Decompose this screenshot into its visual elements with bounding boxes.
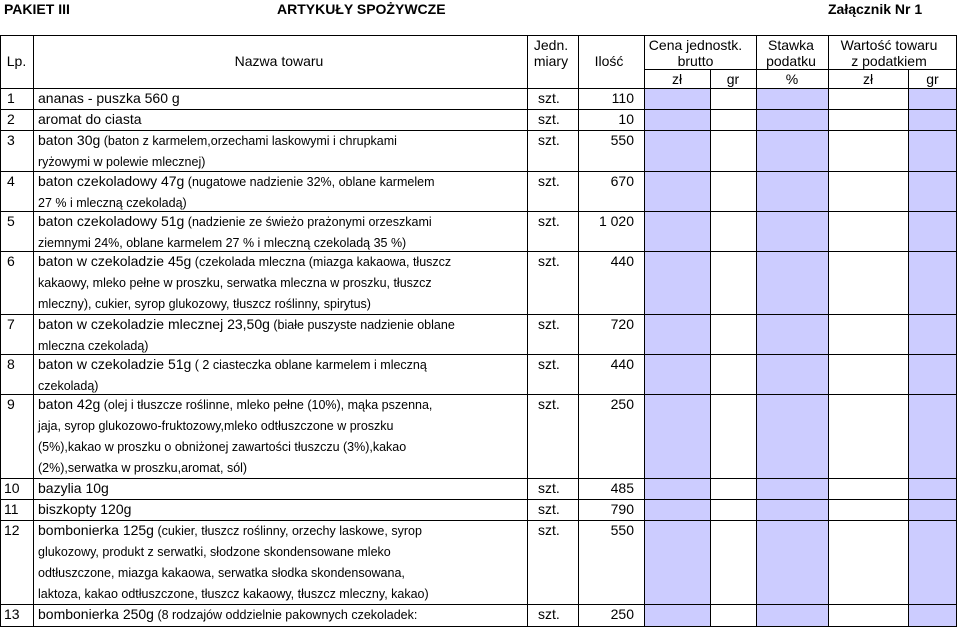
quantity-cell: 720 [610,316,634,332]
product-description: mleczny), cukier, syrop glukozowy, tłuszcz roślinny, spirytus) [38,297,371,311]
unit-cell: szt. [538,253,560,269]
quantity-cell: 550 [610,132,634,148]
quantity-cell: 10 [618,111,634,127]
row-number: 5 [7,213,15,229]
unit-cell: szt. [538,522,560,538]
product-description: ryżowymi w polewie mlecznej) [38,155,206,169]
product-name: baton w czekoladzie 51g ( 2 ciasteczka oblane karmelem i mleczną [38,356,427,372]
attachment-label: Załącznik Nr 1 [828,1,923,17]
unit-cell: szt. [538,501,560,517]
product-name: bazylia 10g [38,480,109,496]
product-description: ziemnymi 24%, oblane karmelem 27 % i mleczną czekoladą 35 %) [38,236,407,250]
row-number: 8 [7,356,15,372]
product-description: glukozowy, produkt z serwatki, słodzone skondensowane mleko [38,545,391,559]
unit-cell: szt. [538,90,560,106]
product-description: mleczna czekoladą) [38,339,149,353]
quantity-cell: 440 [610,253,634,269]
package-label: PAKIET III [4,1,70,17]
row-number: 13 [4,606,20,622]
column-border [756,35,757,627]
table-top-border [0,35,957,36]
unit-cell: szt. [538,396,560,412]
row-number: 4 [7,173,15,189]
product-description: (5%),kakao w proszku o obniżonej zawartości tłuszczu (3%),kakao [38,440,407,454]
product-description: laktoza, kakao odtłuszczone, tłuszcz kakaowy, tłuszcz mleczny, kakao) [38,587,429,601]
column-border [828,35,829,627]
col-header-rate-pct: % [785,71,799,87]
product-description: czekoladą) [38,379,99,393]
col-header-price-gr: gr [726,71,740,87]
row-number: 12 [4,522,20,538]
col-header-price-1: Cena jednostk. [648,37,743,53]
quantity-cell: 670 [610,173,634,189]
column-border [644,35,645,627]
value-gr-fill [908,88,957,627]
row-number: 3 [7,132,15,148]
row-number: 1 [7,90,15,106]
row-number: 2 [7,111,15,127]
quantity-cell: 250 [610,396,634,412]
product-name: baton w czekoladzie 45g (czekolada mleczna (miazga kakaowa, tłuszcz [38,253,452,269]
quantity-cell: 110 [611,90,634,106]
col-header-unit-1: Jedn. [533,37,569,53]
column-border [0,35,1,627]
column-border [908,69,909,627]
col-header-rate-2: podatku [766,53,816,69]
product-description: 27 % i mleczną czekoladą) [38,196,187,210]
col-header-price-zl: zł [671,71,683,87]
row-number: 7 [7,316,15,332]
row-number: 9 [7,396,15,412]
subheader-line [644,69,957,70]
product-description: (2%),serwatka w proszku,aromat, sól) [38,461,248,475]
quantity-cell: 440 [610,356,634,372]
product-description: odtłuszczone, miazga kakaowa, serwatka słodka skondensowana, [38,566,405,580]
quantity-cell: 1 020 [598,213,634,229]
col-header-value-2: z podatkiem [851,53,927,69]
quantity-cell: 250 [610,606,634,622]
unit-cell: szt. [538,213,560,229]
col-header-unit-2: miary [533,53,569,69]
product-name: ananas - puszka 560 g [38,90,180,106]
col-header-value-gr: gr [926,71,939,87]
rate-fill [756,88,828,627]
col-header-lp: Lp. [6,53,27,69]
column-border [33,35,34,627]
row-separator [0,499,957,500]
product-name: baton 42g (olej i tłuszcze roślinne, mleko pełne (10%), mąka pszenna, [38,396,433,412]
price-zl-fill [644,88,710,627]
unit-cell: szt. [538,316,560,332]
col-header-name: Nazwa towaru [234,53,324,69]
product-name: baton 30g (baton z karmelem,orzechami laskowymi i chrupkami [38,132,397,148]
column-border [956,35,957,627]
column-border [527,35,528,627]
product-description: kakaowy, mleko pełne w proszku, serwatka mleczna w proszku, tłuszcz [38,276,432,290]
row-separator [0,109,957,110]
product-name: baton czekoladowy 51g (nadzienie ze świeżo prażonymi orzeszkami [38,213,432,229]
product-name: biszkopty 120g [38,501,132,517]
col-header-value-1: Wartość towaru [840,37,938,53]
category-title: ARTYKUŁY SPOŻYWCZE [277,1,446,17]
quantity-cell: 485 [610,480,634,496]
unit-cell: szt. [538,356,560,372]
row-number: 6 [7,253,15,269]
quantity-cell: 790 [610,501,634,517]
row-number: 10 [4,480,20,496]
unit-cell: szt. [538,480,560,496]
unit-cell: szt. [538,132,560,148]
unit-cell: szt. [538,173,560,189]
col-header-value-zl: zł [862,71,874,87]
quantity-cell: 550 [610,522,634,538]
column-border [710,69,711,627]
product-name: baton czekoladowy 47g (nugatowe nadzienie 32%, oblane karmelem [38,173,435,189]
unit-cell: szt. [538,606,560,622]
product-name: baton w czekoladzie mlecznej 23,50g (białe puszyste nadzienie oblane [38,316,455,332]
col-header-rate-1: Stawka [768,37,814,53]
product-description: jaja, syrop glukozowo-fruktozowy,mleko odtłuszczone w proszku [38,419,394,433]
products-table [0,35,957,627]
unit-cell: szt. [538,111,560,127]
product-name: aromat do ciasta [38,111,142,127]
product-name: bombonierka 250g (8 rodzajów oddzielnie pakownych czekoladek: [38,606,418,622]
column-border [578,35,579,627]
product-name: bombonierka 125g (cukier, tłuszcz roślinny, orzechy laskowe, syrop [38,522,422,538]
row-number: 11 [4,501,19,517]
row-separator [0,478,957,479]
col-header-qty: Ilość [594,53,624,69]
col-header-price-2: brutto [677,53,714,69]
